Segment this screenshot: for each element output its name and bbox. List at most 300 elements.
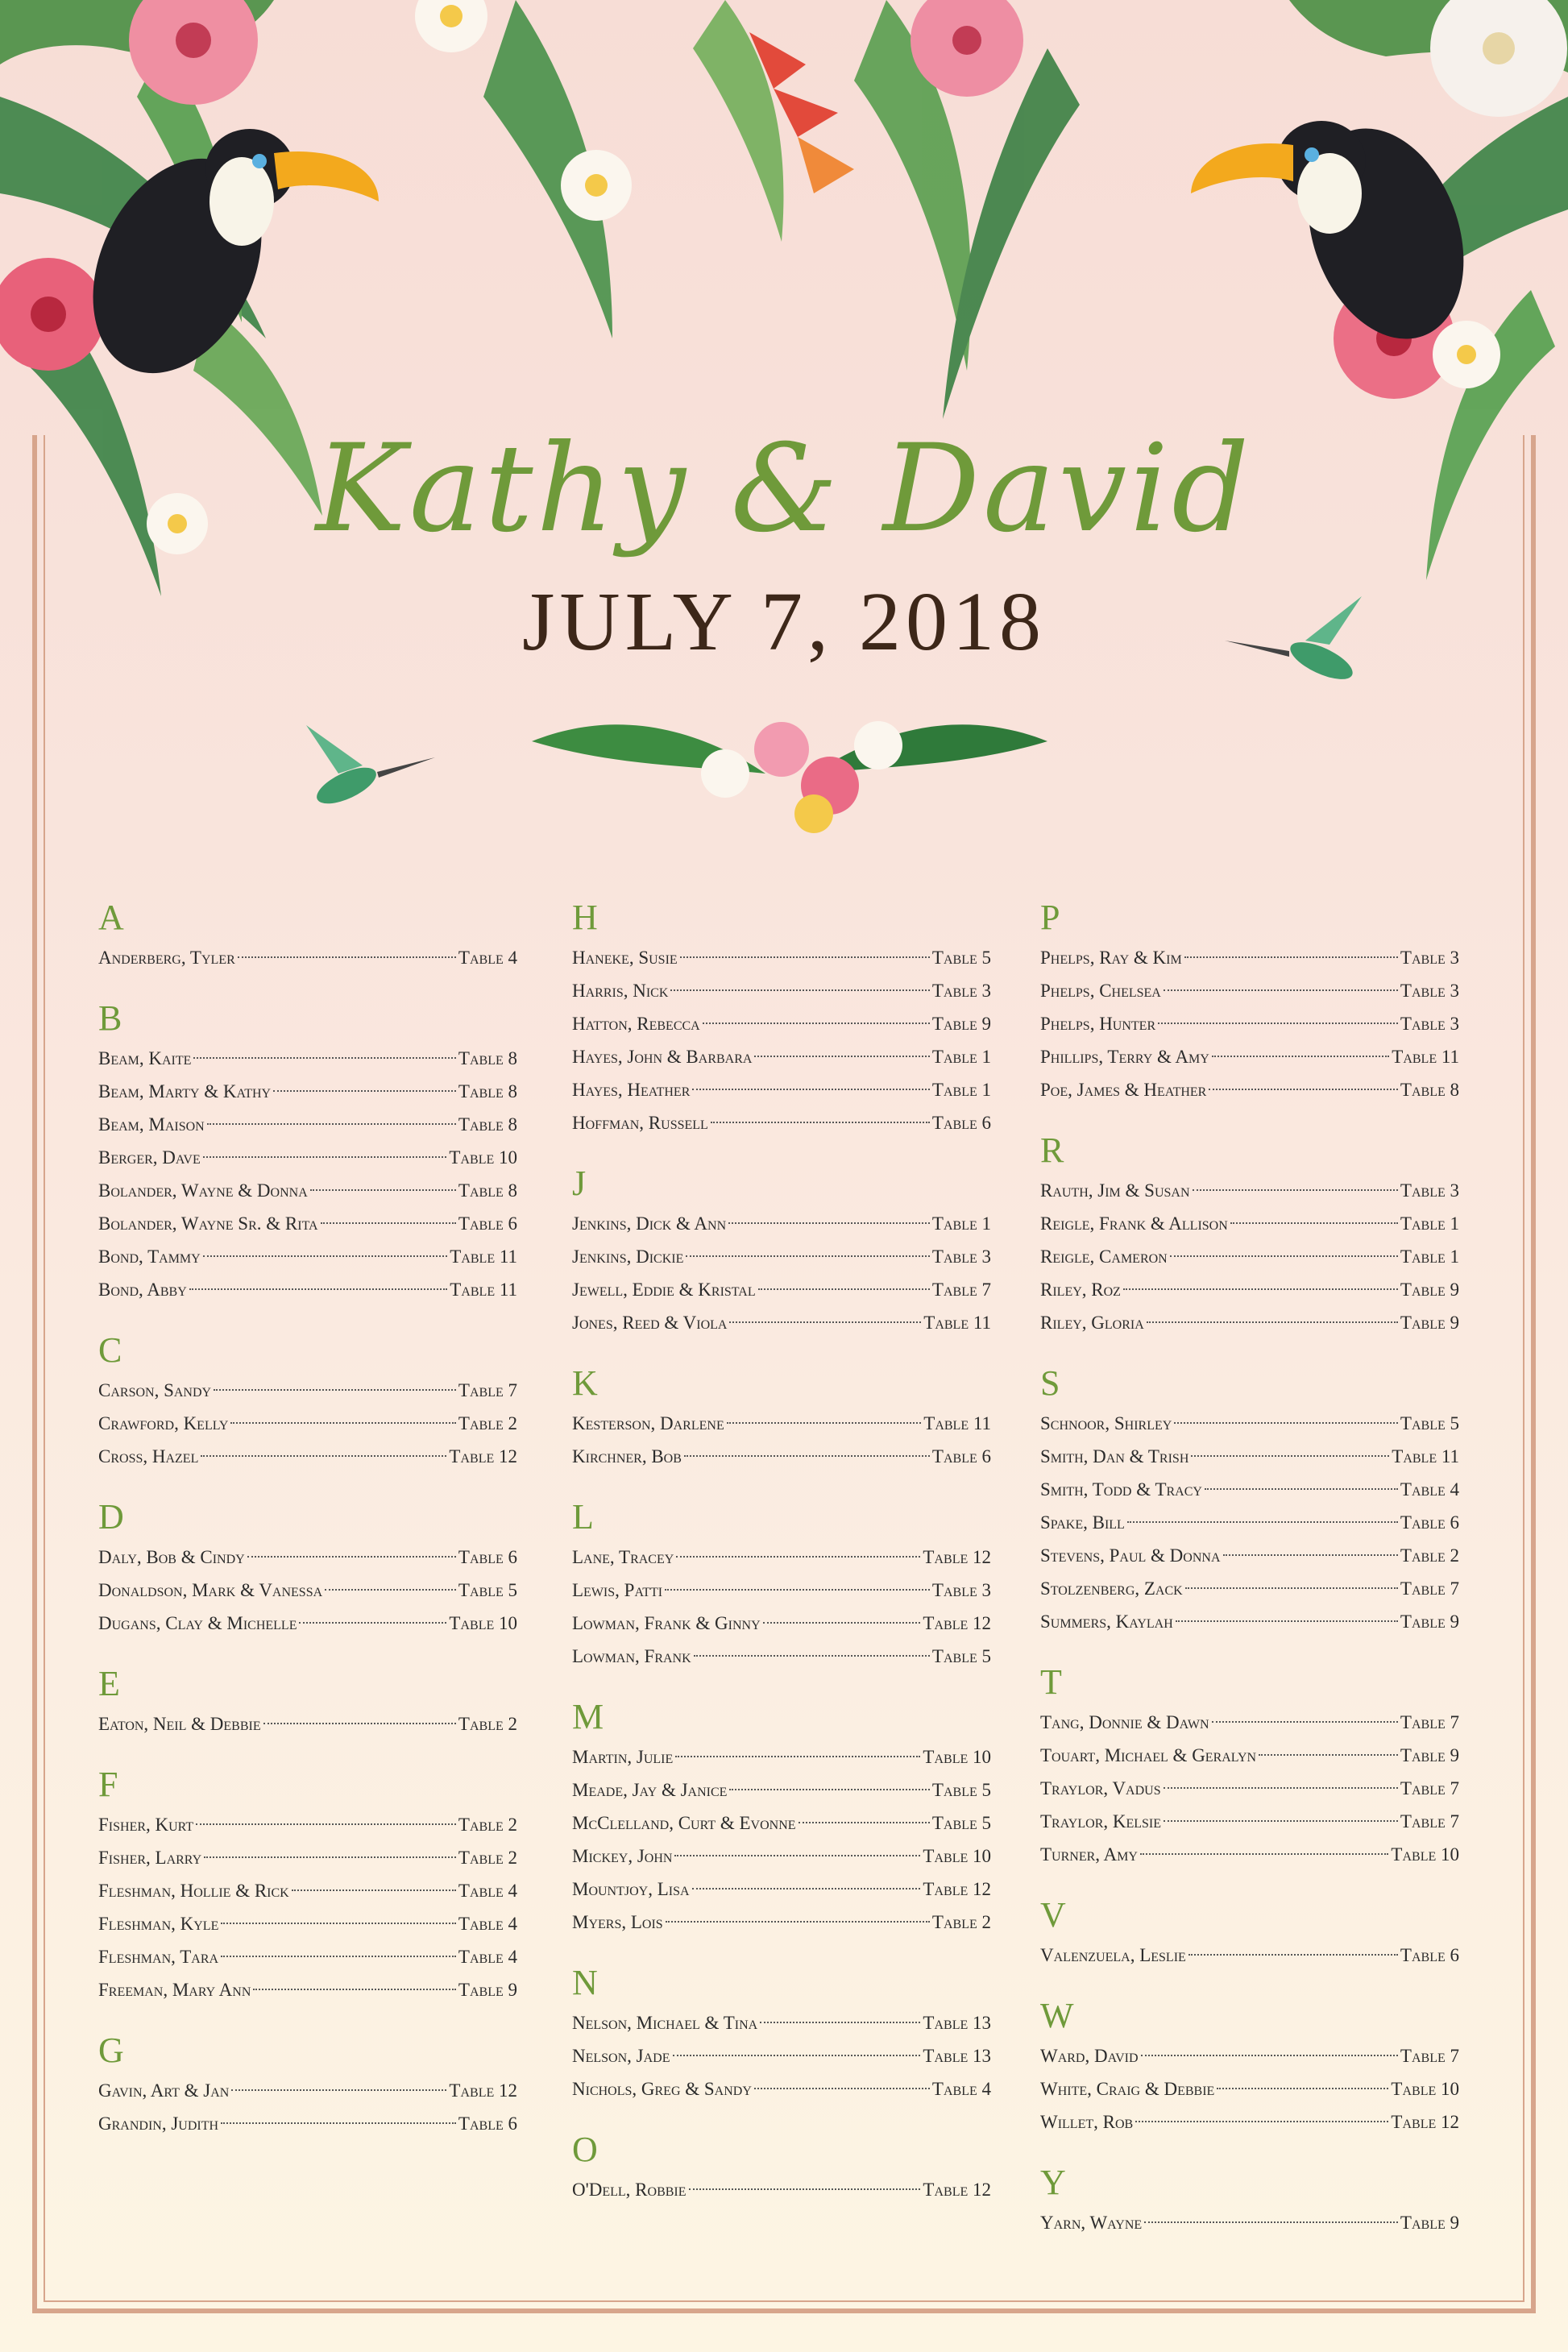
table-assignment: Table 12 xyxy=(923,1547,991,1567)
dot-leader xyxy=(1164,1787,1398,1789)
guest-entry xyxy=(1040,1273,1459,1306)
dot-leader xyxy=(263,1723,456,1724)
letter-group xyxy=(572,1494,991,1673)
table-assignment: Table 10 xyxy=(923,1747,991,1767)
table-assignment: Table 12 xyxy=(923,2180,991,2200)
couple-names: Kathy & David xyxy=(315,419,1253,559)
guest-name: Bond, Abby xyxy=(98,1280,187,1300)
guest-name: Rauth, Jim & Susan xyxy=(1040,1180,1190,1201)
guest-name: Freeman, Mary Ann xyxy=(98,1980,251,2000)
guest-entry xyxy=(98,1874,517,1907)
letter-heading: W xyxy=(1040,1996,1074,2035)
guest-entry xyxy=(98,1808,517,1841)
guest-entry xyxy=(572,1773,991,1807)
guest-entry xyxy=(1040,1739,1459,1772)
table-assignment: Table 6 xyxy=(931,1113,991,1133)
dot-leader xyxy=(292,1889,456,1891)
guest-name: Crawford, Kelly xyxy=(98,1413,229,1433)
letter-heading: R xyxy=(1040,1130,1064,1170)
guest-entry xyxy=(572,974,991,1007)
dot-leader xyxy=(238,956,456,958)
table-assignment: Table 3 xyxy=(1400,948,1459,968)
dot-leader xyxy=(1144,2221,1398,2223)
table-assignment: Table 6 xyxy=(458,1213,517,1234)
dot-leader xyxy=(1193,1189,1398,1191)
guest-name: Myers, Lois xyxy=(572,1912,663,1932)
letter-group xyxy=(1040,1993,1459,2138)
guest-entry xyxy=(572,1306,991,1339)
guest-entry xyxy=(1040,1572,1459,1605)
dot-leader xyxy=(1123,1288,1398,1290)
dot-leader xyxy=(1205,1488,1398,1490)
guest-entry xyxy=(1040,1306,1459,1339)
dot-leader xyxy=(684,1455,930,1457)
guest-entry xyxy=(1040,2039,1459,2072)
dot-leader xyxy=(686,1255,930,1257)
dot-leader xyxy=(760,2022,920,2023)
dot-leader xyxy=(1174,1422,1398,1424)
guest-name: Haneke, Susie xyxy=(572,948,678,968)
dot-leader xyxy=(675,1756,920,1757)
guest-name: Bond, Tammy xyxy=(98,1247,201,1267)
guest-name: Fisher, Larry xyxy=(98,1848,202,1868)
dot-leader xyxy=(729,1789,930,1790)
guest-name: Willet, Rob xyxy=(1040,2112,1134,2132)
guest-name: Reigle, Cameron xyxy=(1040,1247,1168,1267)
guest-name: Phelps, Hunter xyxy=(1040,1014,1156,1034)
table-assignment: Table 5 xyxy=(1400,1413,1459,1433)
letter-group xyxy=(98,1661,517,1740)
table-assignment: Table 6 xyxy=(1400,1945,1459,1965)
dot-leader xyxy=(1127,1521,1398,1523)
letter-heading: Y xyxy=(1040,2163,1066,2202)
guest-entry xyxy=(572,1007,991,1040)
guest-name: Fleshman, Tara xyxy=(98,1947,219,1967)
table-assignment: Table 1 xyxy=(1400,1213,1459,1234)
table-assignment: Table 6 xyxy=(458,1547,517,1567)
table-assignment: Table 8 xyxy=(458,1081,517,1101)
table-assignment: Table 4 xyxy=(458,948,517,968)
table-assignment: Table 3 xyxy=(1400,1014,1459,1034)
letter-heading: O xyxy=(572,2130,598,2169)
table-assignment: Table 4 xyxy=(458,1914,517,1934)
guest-name: Bolander, Wayne & Donna xyxy=(98,1180,308,1201)
guest-name: Meade, Jay & Janice xyxy=(572,1780,728,1800)
guest-name: Riley, Gloria xyxy=(1040,1313,1144,1333)
letter-heading: V xyxy=(1040,1895,1066,1935)
dot-leader xyxy=(1164,989,1398,991)
table-assignment: Table 2 xyxy=(458,1848,517,1868)
guest-entry xyxy=(98,1440,517,1473)
dot-leader xyxy=(1158,1023,1398,1024)
dot-leader xyxy=(1212,1056,1389,1057)
dot-leader xyxy=(758,1288,930,1290)
table-assignment: Table 6 xyxy=(1400,1512,1459,1533)
guest-name: Nelson, Jade xyxy=(572,2046,670,2066)
dot-leader xyxy=(1184,956,1398,958)
dot-leader xyxy=(221,1956,456,1957)
dot-leader xyxy=(1185,1587,1398,1589)
guest-name: Riley, Roz xyxy=(1040,1280,1121,1300)
dot-leader xyxy=(729,1321,921,1323)
guest-name: Hayes, Heather xyxy=(572,1080,691,1100)
guest-entry xyxy=(98,1141,517,1174)
table-assignment: Table 11 xyxy=(923,1413,991,1433)
guest-name: Lowman, Frank xyxy=(572,1646,691,1666)
letter-group xyxy=(572,1160,991,1339)
guest-name: Phillips, Terry & Amy xyxy=(1040,1047,1209,1067)
guest-name: Carson, Sandy xyxy=(98,1380,212,1400)
guest-entry xyxy=(1040,2072,1459,2105)
guest-name: Jenkins, Dickie xyxy=(572,1247,684,1267)
table-assignment: Table 10 xyxy=(1391,1844,1459,1865)
dot-leader xyxy=(1212,1721,1398,1723)
guest-entry xyxy=(1040,1407,1459,1440)
dot-leader xyxy=(204,1856,456,1858)
dot-leader xyxy=(763,1622,921,1624)
table-assignment: Table 7 xyxy=(931,1280,991,1300)
letter-heading: N xyxy=(572,1963,598,2002)
table-assignment: Table 10 xyxy=(449,1147,517,1168)
dot-leader xyxy=(1147,1321,1398,1323)
letter-heading: L xyxy=(572,1497,594,1537)
table-assignment: Table 11 xyxy=(450,1247,517,1267)
dot-leader xyxy=(1188,1954,1398,1956)
dot-leader xyxy=(201,1455,446,1457)
guest-entry xyxy=(572,1740,991,1773)
guest-entry xyxy=(98,1607,517,1640)
table-assignment: Table 8 xyxy=(1400,1080,1459,1100)
guest-entry xyxy=(98,1374,517,1407)
guest-entry xyxy=(98,1574,517,1607)
guest-name: Dugans, Clay & Michelle xyxy=(98,1613,297,1633)
guest-entry xyxy=(98,1240,517,1273)
dot-leader xyxy=(193,1057,455,1059)
letter-heading: A xyxy=(98,898,124,937)
seating-column-3 xyxy=(1040,894,1459,2260)
guest-name: Traylor, Vadus xyxy=(1040,1778,1161,1798)
dot-leader xyxy=(1141,2055,1398,2056)
table-assignment: Table 9 xyxy=(1400,1612,1459,1632)
dot-leader xyxy=(692,1089,930,1090)
table-assignment: Table 7 xyxy=(458,1380,517,1400)
guest-name: Summers, Kaylah xyxy=(1040,1612,1173,1632)
guest-entry xyxy=(1040,1007,1459,1040)
guest-entry xyxy=(572,1906,991,1939)
guest-name: Lowman, Frank & Ginny xyxy=(572,1613,761,1633)
guest-name: Hoffman, Russell xyxy=(572,1113,708,1133)
dot-leader xyxy=(1217,2088,1388,2089)
dot-leader xyxy=(692,1888,921,1889)
table-assignment: Table 2 xyxy=(458,1413,517,1433)
table-assignment: Table 12 xyxy=(449,2080,517,2101)
guest-entry xyxy=(1040,1539,1459,1572)
letter-group xyxy=(1040,1659,1459,1871)
table-assignment: Table 3 xyxy=(1400,1180,1459,1201)
dot-leader xyxy=(321,1222,456,1224)
dot-leader xyxy=(754,1056,929,1057)
guest-entry xyxy=(98,1940,517,1973)
dot-leader xyxy=(189,1288,448,1290)
letter-group xyxy=(98,1327,517,1473)
letter-group xyxy=(572,2126,991,2206)
letter-group xyxy=(1040,1360,1459,1638)
guest-name: Grandin, Judith xyxy=(98,2113,219,2134)
letter-heading: J xyxy=(572,1164,587,1203)
guest-name: Daly, Bob & Cindy xyxy=(98,1547,245,1567)
table-assignment: Table 5 xyxy=(931,1780,991,1800)
letter-heading: C xyxy=(98,1330,122,1370)
letter-group xyxy=(98,995,517,1306)
guest-name: Schnoor, Shirley xyxy=(1040,1413,1172,1433)
dot-leader xyxy=(666,1921,930,1923)
dot-leader xyxy=(670,989,930,991)
guest-name: Spake, Bill xyxy=(1040,1512,1125,1533)
table-assignment: Table 6 xyxy=(931,1446,991,1466)
guest-entry xyxy=(98,1075,517,1108)
guest-name: O'Dell, Robbie xyxy=(572,2180,687,2200)
table-assignment: Table 1 xyxy=(931,1213,991,1234)
guest-entry xyxy=(1040,1605,1459,1638)
dot-leader xyxy=(221,2122,456,2124)
guest-name: Fleshman, Hollie & Rick xyxy=(98,1881,289,1901)
table-assignment: Table 11 xyxy=(923,1313,991,1333)
letter-group xyxy=(1040,1127,1459,1339)
table-assignment: Table 10 xyxy=(923,1846,991,1866)
guest-name: Cross, Hazel xyxy=(98,1446,199,1466)
dot-leader xyxy=(1164,1820,1398,1822)
guest-name: Hayes, John & Barbara xyxy=(572,1047,753,1067)
guest-entry xyxy=(572,1873,991,1906)
guest-entry xyxy=(98,941,517,974)
guest-name: Stolzenberg, Zack xyxy=(1040,1578,1183,1599)
table-assignment: Table 13 xyxy=(923,2013,991,2033)
table-assignment: Table 1 xyxy=(931,1047,991,1067)
dot-leader xyxy=(207,1123,456,1125)
table-assignment: Table 3 xyxy=(1400,981,1459,1001)
guest-entry xyxy=(572,941,991,974)
dot-leader xyxy=(230,1422,455,1424)
guest-name: Mickey, John xyxy=(572,1846,673,1866)
guest-name: Phelps, Ray & Kim xyxy=(1040,948,1182,968)
letter-group xyxy=(572,1694,991,1939)
table-assignment: Table 5 xyxy=(931,1813,991,1833)
guest-entry xyxy=(572,1640,991,1673)
guest-entry xyxy=(98,1707,517,1740)
guest-name: Smith, Dan & Trish xyxy=(1040,1446,1189,1466)
guest-entry xyxy=(1040,1838,1459,1871)
guest-name: Donaldson, Mark & Vanessa xyxy=(98,1580,323,1600)
dot-leader xyxy=(253,1989,456,1990)
letter-group xyxy=(98,1494,517,1640)
dot-leader xyxy=(273,1090,456,1092)
table-assignment: Table 9 xyxy=(1400,1313,1459,1333)
guest-name: Valenzuela, Leslie xyxy=(1040,1945,1186,1965)
letter-heading: P xyxy=(1040,898,1060,937)
letter-heading: D xyxy=(98,1497,124,1537)
table-assignment: Table 9 xyxy=(1400,1280,1459,1300)
dot-leader xyxy=(673,2055,921,2056)
letter-group xyxy=(1040,2159,1459,2239)
guest-entry xyxy=(98,1174,517,1207)
guest-entry xyxy=(572,2173,991,2206)
table-assignment: Table 8 xyxy=(458,1048,517,1068)
guest-entry xyxy=(1040,1706,1459,1739)
dot-leader xyxy=(203,1156,447,1158)
table-assignment: Table 12 xyxy=(923,1879,991,1899)
dot-leader xyxy=(728,1222,930,1224)
guest-name: Eaton, Neil & Debbie xyxy=(98,1714,261,1734)
guest-name: Traylor, Kelsie xyxy=(1040,1811,1162,1831)
table-assignment: Table 13 xyxy=(923,2046,991,2066)
hummingbird-left xyxy=(306,725,435,811)
table-assignment: Table 5 xyxy=(931,1646,991,1666)
table-assignment: Table 7 xyxy=(1400,1811,1459,1831)
guest-name: Stevens, Paul & Donna xyxy=(1040,1545,1221,1566)
dot-leader xyxy=(703,1023,930,1024)
guest-entry xyxy=(1040,1073,1459,1106)
table-assignment: Table 8 xyxy=(458,1114,517,1135)
guest-entry xyxy=(1040,1772,1459,1805)
guest-entry xyxy=(1040,1240,1459,1273)
guest-entry xyxy=(98,1108,517,1141)
guest-name: Beam, Maison xyxy=(98,1114,205,1135)
dot-leader xyxy=(680,956,930,958)
guest-name: Kesterson, Darlene xyxy=(572,1413,724,1433)
table-assignment: Table 2 xyxy=(931,1912,991,1932)
guest-name: Jewell, Eddie & Kristal xyxy=(572,1280,756,1300)
letter-heading: E xyxy=(98,1664,120,1703)
table-assignment: Table 4 xyxy=(458,1947,517,1967)
table-assignment: Table 3 xyxy=(931,1580,991,1600)
table-assignment: Table 11 xyxy=(1392,1047,1459,1067)
table-assignment: Table 10 xyxy=(449,1613,517,1633)
guest-entry xyxy=(572,1840,991,1873)
table-assignment: Table 2 xyxy=(1400,1545,1459,1566)
table-assignment: Table 10 xyxy=(1391,2079,1459,2099)
guest-entry xyxy=(1040,1174,1459,1207)
guest-name: Bolander, Wayne Sr. & Rita xyxy=(98,1213,318,1234)
table-assignment: Table 2 xyxy=(458,1714,517,1734)
letter-group xyxy=(572,894,991,1139)
table-assignment: Table 8 xyxy=(458,1180,517,1201)
guest-entry xyxy=(572,1240,991,1273)
guest-entry xyxy=(1040,941,1459,974)
guest-entry xyxy=(572,2072,991,2105)
table-assignment: Table 7 xyxy=(1400,1778,1459,1798)
dot-leader xyxy=(1259,1754,1398,1756)
wedding-date: JULY 7, 2018 xyxy=(522,575,1046,668)
guest-entry xyxy=(572,1073,991,1106)
dot-leader xyxy=(1176,1620,1398,1622)
letter-group xyxy=(1040,1892,1459,1972)
table-assignment: Table 3 xyxy=(931,981,991,1001)
guest-entry xyxy=(1040,1040,1459,1073)
guest-name: Tang, Donnie & Dawn xyxy=(1040,1712,1209,1732)
guest-name: Mountjoy, Lisa xyxy=(572,1879,690,1899)
guest-name: White, Craig & Debbie xyxy=(1040,2079,1215,2099)
guest-entry xyxy=(98,1973,517,2006)
guest-entry xyxy=(98,1273,517,1306)
guest-entry xyxy=(572,1607,991,1640)
guest-entry xyxy=(98,1541,517,1574)
letter-group xyxy=(572,1960,991,2105)
table-assignment: Table 11 xyxy=(450,1280,517,1300)
guest-entry xyxy=(98,1207,517,1240)
guest-entry xyxy=(1040,1939,1459,1972)
dot-leader xyxy=(231,2089,446,2091)
dot-leader xyxy=(711,1122,930,1123)
dot-leader xyxy=(221,1923,456,1924)
dot-leader xyxy=(799,1822,930,1823)
guest-entry xyxy=(1040,1473,1459,1506)
guest-entry xyxy=(98,1407,517,1440)
guest-entry xyxy=(572,1106,991,1139)
guest-name: Beam, Kaite xyxy=(98,1048,192,1068)
guest-name: Nelson, Michael & Tina xyxy=(572,2013,758,2033)
guest-name: Jenkins, Dick & Ann xyxy=(572,1213,727,1234)
guest-name: Fleshman, Kyle xyxy=(98,1914,219,1934)
letter-heading: T xyxy=(1040,1662,1062,1702)
table-assignment: Table 1 xyxy=(1400,1247,1459,1267)
letter-group xyxy=(98,1761,517,2006)
guest-name: Yarn, Wayne xyxy=(1040,2213,1143,2233)
guest-entry xyxy=(572,1273,991,1306)
dot-leader xyxy=(325,1589,456,1591)
dot-leader xyxy=(754,2088,930,2089)
guest-name: Ward, David xyxy=(1040,2046,1139,2066)
dot-leader xyxy=(665,1589,930,1591)
guest-name: Smith, Todd & Tracy xyxy=(1040,1479,1202,1500)
guest-entry xyxy=(572,1407,991,1440)
seating-column-2 xyxy=(572,894,991,2227)
table-assignment: Table 1 xyxy=(931,1080,991,1100)
guest-name: Gavin, Art & Jan xyxy=(98,2080,230,2101)
guest-entry xyxy=(1040,1506,1459,1539)
guest-entry xyxy=(572,1440,991,1473)
guest-entry xyxy=(572,1040,991,1073)
guest-entry xyxy=(572,2006,991,2039)
letter-heading: K xyxy=(572,1363,598,1403)
guest-name: Turner, Amy xyxy=(1040,1844,1138,1865)
table-assignment: Table 9 xyxy=(458,1980,517,2000)
table-assignment: Table 4 xyxy=(1400,1479,1459,1500)
guest-entry xyxy=(1040,2206,1459,2239)
floral-divider xyxy=(532,721,1047,833)
guest-entry xyxy=(572,1574,991,1607)
dot-leader xyxy=(196,1823,456,1825)
guest-entry xyxy=(1040,1207,1459,1240)
dot-leader xyxy=(1170,1255,1398,1257)
letter-heading: H xyxy=(572,898,598,937)
guest-name: Hatton, Rebecca xyxy=(572,1014,700,1034)
table-assignment: Table 7 xyxy=(1400,2046,1459,2066)
dot-leader xyxy=(676,1556,920,1558)
table-assignment: Table 6 xyxy=(458,2113,517,2134)
guest-entry xyxy=(98,2074,517,2107)
guest-name: Harris, Nick xyxy=(572,981,669,1001)
seating-column-1 xyxy=(98,894,517,2161)
table-assignment: Table 12 xyxy=(449,1446,517,1466)
dot-leader xyxy=(299,1622,446,1624)
dot-leader xyxy=(1191,1455,1389,1457)
guest-entry xyxy=(572,1541,991,1574)
guest-name: Nichols, Greg & Sandy xyxy=(572,2079,752,2099)
guest-entry xyxy=(1040,1440,1459,1473)
guest-name: Phelps, Chelsea xyxy=(1040,981,1161,1001)
guest-entry xyxy=(98,2107,517,2140)
letter-heading: G xyxy=(98,2031,124,2070)
